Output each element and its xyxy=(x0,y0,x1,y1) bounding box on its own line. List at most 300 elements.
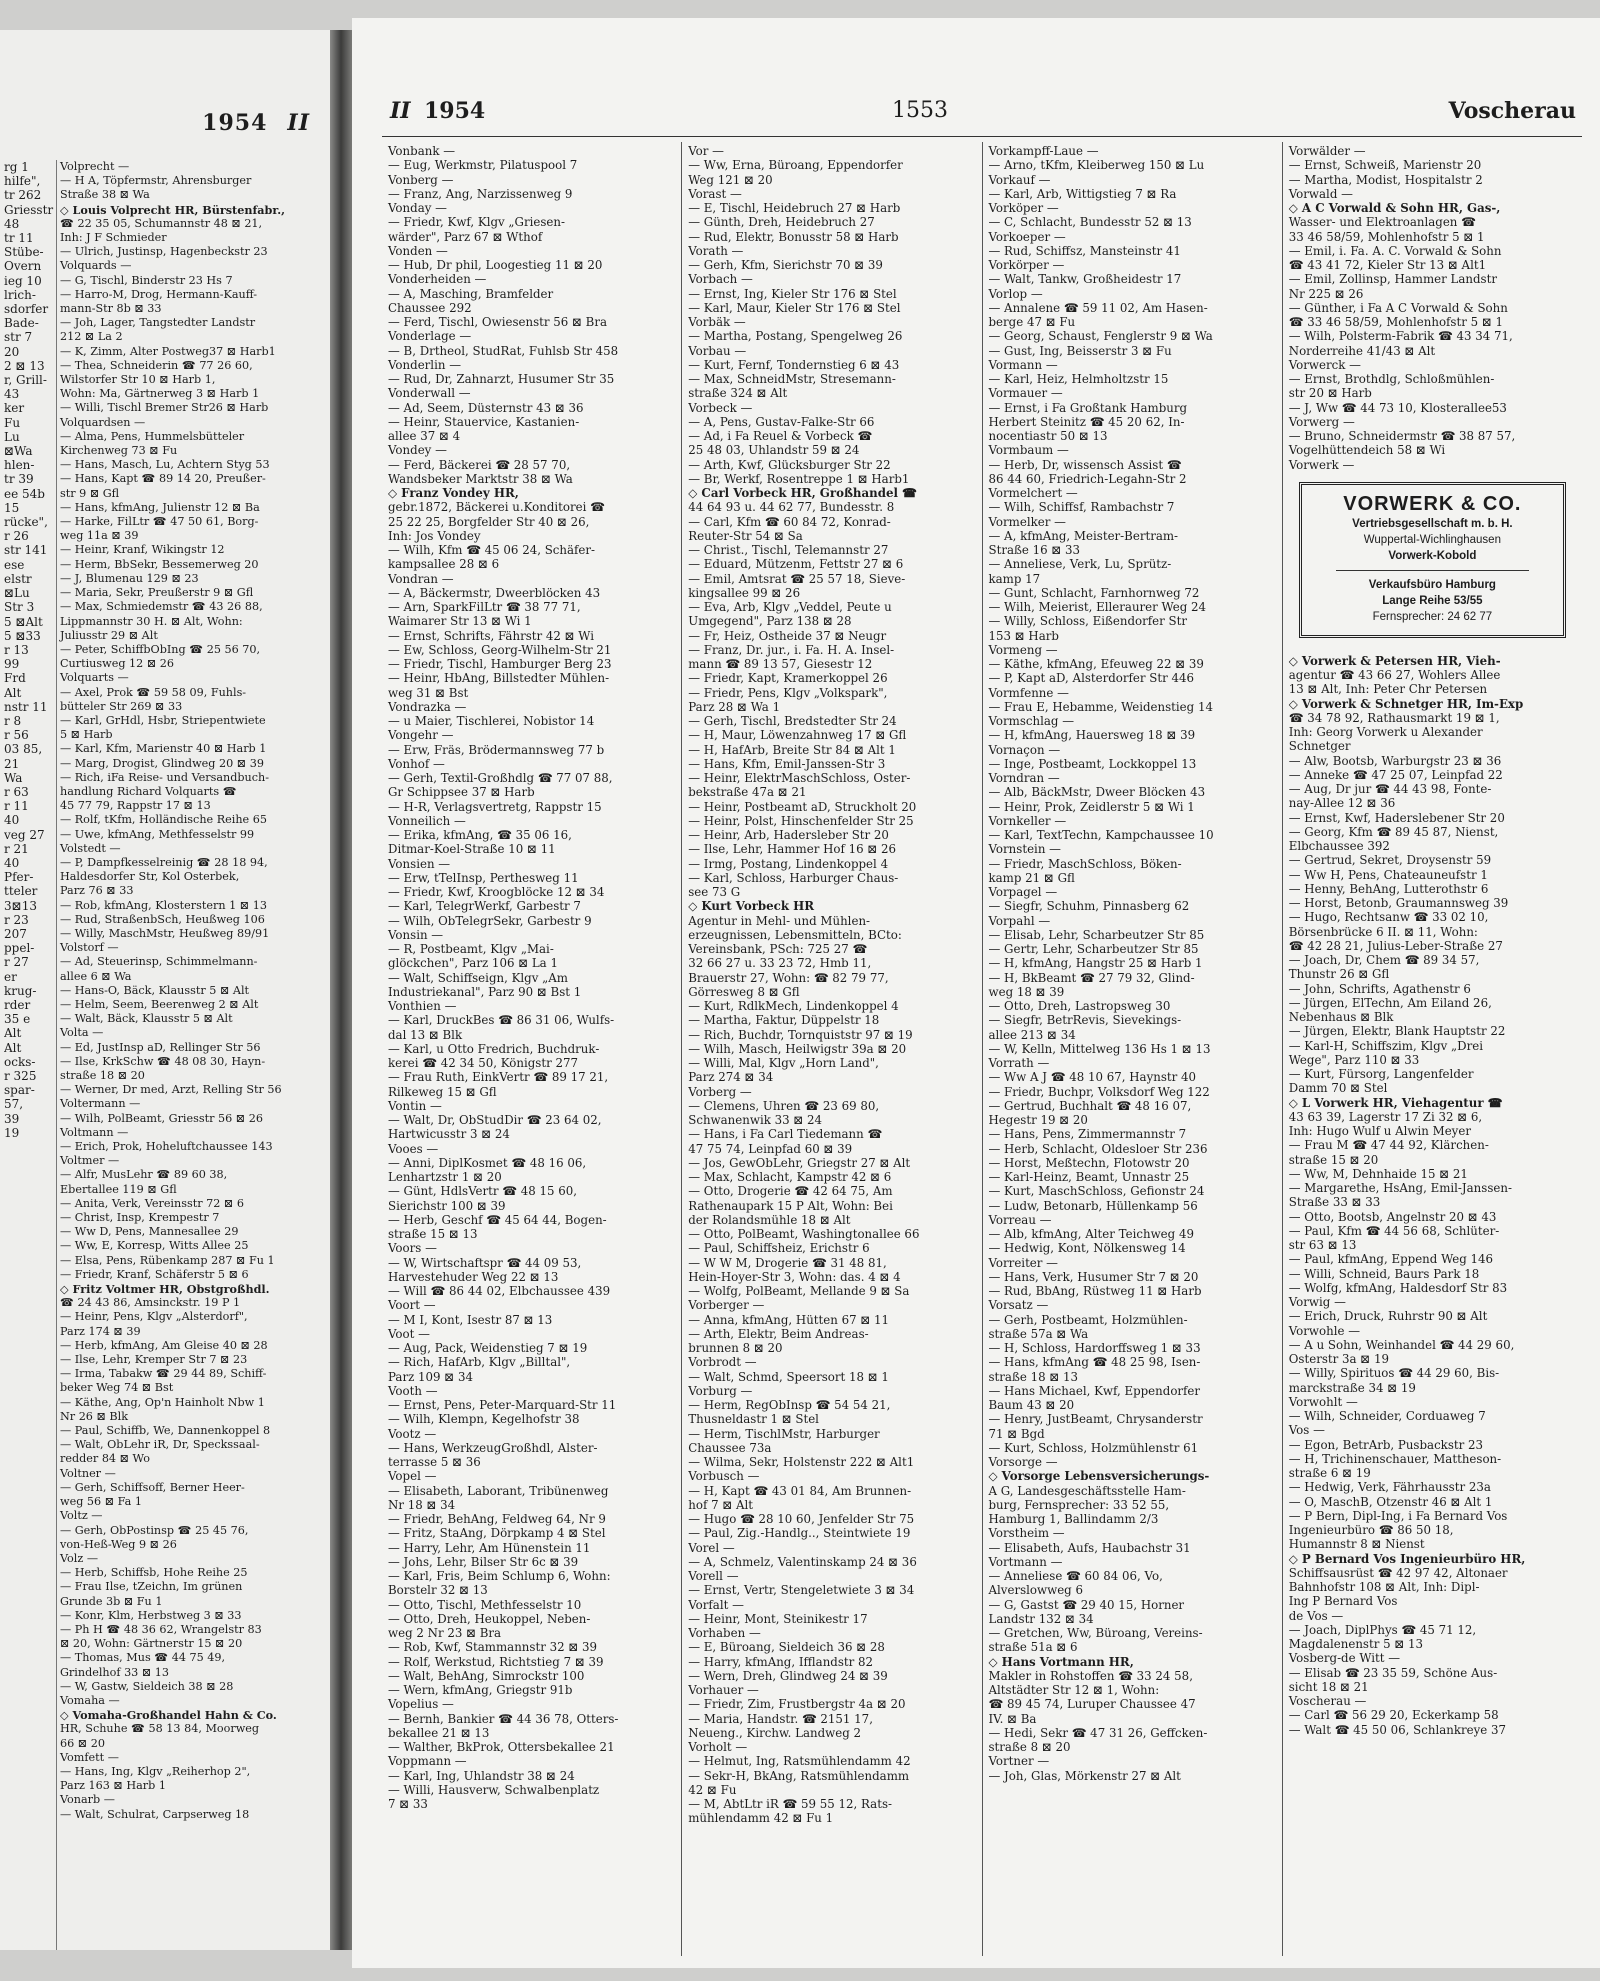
directory-entry: — Marg, Drogist, Glindweg 20 ⊠ 39 xyxy=(60,756,264,770)
surname-heading: Vontin — xyxy=(388,1098,442,1113)
directory-entry: — Heinr, Polst, Hinschenfelder Str 25 xyxy=(688,813,914,828)
directory-entry: — Walt, Schiffseign, Klgv „Am xyxy=(388,970,568,985)
directory-entry: — Rolf, Werkstud, Richtstieg 7 ⊠ 39 xyxy=(388,1654,604,1669)
directory-entry: erzeugnissen, Lebensmitteln, BCto: xyxy=(688,927,902,942)
cut-off-text: ⊠Lu xyxy=(4,586,30,601)
directory-entry: — Hans, Verk, Husumer Str 7 ⊠ 20 xyxy=(988,1269,1199,1284)
directory-entry: Inh: J F Schmieder xyxy=(60,231,167,245)
directory-entry: — Käthe, kfmAng, Efeuweg 22 ⊠ 39 xyxy=(988,657,1204,671)
directory-entry: — Fritz, StaAng, Dörpkamp 4 ⊠ Stel xyxy=(388,1526,606,1541)
directory-entry: 25 48 03, Uhlandstr 59 ⊠ 24 xyxy=(688,443,860,458)
directory-entry: — Otto, Bootsb, Angelnstr 20 ⊠ 43 xyxy=(1288,1209,1497,1224)
directory-entry: 153 ⊠ Harb xyxy=(988,628,1059,643)
cut-off-text: 99 xyxy=(4,657,20,672)
directory-entry: 13 ⊠ Alt, Inh: Peter Chr Petersen xyxy=(1288,682,1488,697)
cut-off-text: str 141 xyxy=(4,543,48,558)
directory-entry: — Karl, Maur, Kieler Str 176 ⊠ Stel xyxy=(688,300,901,315)
surname-heading: Vornkeller — xyxy=(988,813,1067,828)
directory-entry: allee 213 ⊠ 34 xyxy=(988,1027,1076,1042)
directory-entry: — Ew, Schloss, Georg-Wilhelm-Str 21 xyxy=(388,642,612,657)
directory-entry: — Gunt, Schlacht, Farnhornweg 72 xyxy=(988,585,1200,600)
directory-entry: ☎ 43 41 72, Kieler Str 13 ⊠ Alt1 xyxy=(1288,258,1487,272)
directory-column-3 xyxy=(983,142,1283,1956)
directory-entry: — Karl, u Otto Fredrich, Buchdruk- xyxy=(388,1041,600,1056)
directory-entry: — Hedwig, Kont, Nölkensweg 14 xyxy=(988,1241,1186,1256)
directory-entry: — Thomas, Mus ☎ 44 75 49, xyxy=(60,1651,226,1665)
directory-column-4 xyxy=(1283,142,1582,1956)
directory-entry: — Herb, Schiffsb, Hohe Reihe 25 xyxy=(60,1566,248,1580)
directory-entry: — B, Drtheol, StudRat, Fuhlsb Str 458 xyxy=(388,343,619,358)
directory-entry: — Rud, Schiffsz, Mansteinstr 41 xyxy=(988,243,1181,258)
directory-entry: — Ferd, Bäckerei ☎ 28 57 70, xyxy=(388,457,571,472)
directory-entry: Thunstr 26 ⊠ Gfl xyxy=(1288,967,1390,982)
directory-entry: Osterstr 3a ⊠ 19 xyxy=(1288,1352,1389,1366)
directory-entry: — John, Schrifts, Agathenstr 6 xyxy=(1288,981,1471,996)
surname-heading: Vonderheiden — xyxy=(388,272,487,287)
directory-entry: — Willy, Schloss, Eißendorfer Str xyxy=(988,614,1187,629)
directory-columns xyxy=(382,142,1582,1956)
directory-entry: — W, Gastw, Sieldeich 38 ⊠ 28 xyxy=(60,1679,234,1693)
directory-entry: — Karl, GrHdl, Hsbr, Striepentwiete xyxy=(60,713,266,727)
directory-entry: — Anni, DiplKosmet ☎ 48 16 06, xyxy=(388,1155,587,1170)
directory-entry: ⊠ 20, Wohn: Gärtnerstr 15 ⊠ 20 xyxy=(60,1637,243,1651)
cut-off-text: 40 xyxy=(4,855,20,870)
surname-heading: Vornaçon — xyxy=(988,742,1061,757)
surname-heading: Vorsatz — xyxy=(988,1298,1049,1313)
directory-entry: — Ernst, Schrifts, Fährstr 42 ⊠ Wi xyxy=(388,628,594,643)
directory-entry: — Ph H ☎ 48 36 62, Wrangelstr 83 xyxy=(60,1622,262,1636)
directory-entry: — Martha, Postang, Spengelweg 26 xyxy=(688,329,903,344)
directory-entry: 71 ⊠ Bgd xyxy=(988,1426,1045,1441)
directory-entry: Borstelr 32 ⊠ 13 xyxy=(388,1583,488,1598)
surname-heading: Vormbaum — xyxy=(988,443,1069,458)
directory-entry: — Joach, DiplPhys ☎ 45 71 12, xyxy=(1288,1622,1477,1637)
directory-entry: — Günth, Dreh, Heidebruch 27 xyxy=(688,215,875,230)
directory-entry: — Otto, Drogerie ☎ 42 64 75, Am xyxy=(688,1184,893,1199)
directory-entry: — Hans, Masch, Lu, Achtern Styg 53 xyxy=(60,458,270,472)
directory-entry: straße 8 ⊠ 20 xyxy=(988,1740,1071,1754)
directory-entry: 66 ⊠ 20 xyxy=(60,1736,105,1750)
directory-entry: — Paul, kfmAng, Eppend Weg 146 xyxy=(1288,1252,1494,1267)
directory-entry: — Peter, SchiffbObIng ☎ 25 56 70, xyxy=(60,642,261,656)
directory-entry: — Ww A J ☎ 48 10 67, Haynstr 40 xyxy=(988,1070,1197,1085)
directory-entry: — Ww, Erna, Büroang, Eppendorfer xyxy=(688,158,903,173)
directory-entry: — Rolf, tKfm, Holländische Reihe 65 xyxy=(60,813,267,827)
surname-heading: Vorbeck — xyxy=(688,400,753,415)
surname-heading: Vorbäk — xyxy=(688,315,746,329)
directory-entry: — Rob, kfmAng, Klosterstern 1 ⊠ 13 xyxy=(60,898,267,912)
directory-entry: Brauerstr 27, Wohn: ☎ 82 79 77, xyxy=(688,970,889,985)
cut-off-text: veg 27 xyxy=(4,827,45,842)
directory-entry: Hein-Hoyer-Str 3, Wohn: das. 4 ⊠ 4 xyxy=(688,1269,901,1284)
directory-entry: — H, kfmAng, Hauersweg 18 ⊠ 39 xyxy=(988,728,1196,743)
directory-entry: — Heinr, Kranf, Wikingstr 12 xyxy=(60,543,225,557)
directory-entry: — Wilh, Kfm ☎ 45 06 24, Schäfer- xyxy=(388,543,595,557)
directory-entry: 47 75 74, Leinpfad 60 ⊠ 39 xyxy=(688,1141,853,1156)
directory-entry: Sierichstr 100 ⊠ 39 xyxy=(388,1198,506,1213)
ad-location: Wuppertal-Wichlinghausen xyxy=(1363,533,1501,546)
directory-entry: Norderreihe 41/43 ⊠ Alt xyxy=(1288,343,1436,358)
directory-entry: — Friedr, BehAng, Feldweg 64, Nr 9 xyxy=(388,1512,606,1526)
directory-entry: agentur ☎ 43 66 27, Wohlers Allee xyxy=(1288,668,1501,682)
surname-heading: Vormelchert — xyxy=(988,486,1078,500)
directory-entry: — Walt, Tankw, Großheidestr 17 xyxy=(988,272,1182,287)
directory-entry: — E, Tischl, Heidebruch 27 ⊠ Harb xyxy=(688,201,901,215)
directory-entry: — Willi, Schneid, Baurs Park 18 xyxy=(1288,1266,1480,1281)
directory-entry: Alverslowweg 6 xyxy=(988,1583,1083,1598)
surname-heading: Vorwig — xyxy=(1288,1295,1346,1309)
book-gutter xyxy=(330,30,352,1950)
directory-entry: — Hugo, Rechtsanw ☎ 33 02 10, xyxy=(1288,910,1489,925)
directory-entry: — Thea, Schneiderin ☎ 77 26 60, xyxy=(60,358,253,372)
directory-entry: — Rud, StraßenbSch, Heußweg 106 xyxy=(60,912,265,926)
directory-entry: — Paul, Schiffsheiz, Erichstr 6 xyxy=(688,1241,870,1256)
directory-entry: 45 77 79, Rappstr 17 ⊠ 13 xyxy=(60,799,211,813)
directory-entry: — Kurt, MaschSchloss, Gefionstr 24 xyxy=(988,1184,1205,1199)
directory-entry: Chaussee 292 xyxy=(388,300,472,315)
directory-entry: — Joh, Glas, Mörkenstr 27 ⊠ Alt xyxy=(988,1768,1181,1783)
cut-off-text: 207 xyxy=(4,926,27,941)
directory-entry: — Herb, kfmAng, Am Gleise 40 ⊠ 28 xyxy=(60,1338,268,1352)
directory-entry: kamp 17 xyxy=(988,571,1041,586)
directory-entry: — Georg, Schaust, Fenglerstr 9 ⊠ Wa xyxy=(988,329,1213,344)
surname-heading: Vorell — xyxy=(688,1569,739,1583)
directory-entry: Grindelhof 33 ⊠ 13 xyxy=(60,1665,170,1679)
directory-entry: — Ernst, Schweiß, Marienstr 20 xyxy=(1288,158,1482,173)
directory-entry: — Alma, Pens, Hummelsbütteler xyxy=(60,429,245,443)
directory-entry: — Arn, SparkFilLtr ☎ 38 77 71, xyxy=(388,600,581,614)
surname-heading: Vorkörper — xyxy=(988,258,1065,272)
cut-off-text: sdorfer xyxy=(4,302,49,317)
cut-off-text: r 13 xyxy=(4,642,29,657)
cut-off-text: lrich- xyxy=(4,287,36,302)
cut-off-text: r 63 xyxy=(4,784,29,799)
directory-entry: 32 66 27 u. 33 23 72, Hmb 11, xyxy=(688,956,872,971)
directory-entry: Umgegend", Parz 138 ⊠ 28 xyxy=(688,614,852,629)
cut-off-text: 5 ⊠Alt xyxy=(4,614,43,629)
directory-entry: — Harry, Lehr, Am Hünenstein 11 xyxy=(388,1540,591,1555)
cut-off-text: Pfer- xyxy=(4,870,34,885)
directory-entry: bütteler Str 269 ⊠ 33 xyxy=(60,699,183,713)
directory-entry: — Hans, Pens, Zimmermannstr 7 xyxy=(988,1127,1187,1142)
surname-heading: Vorwerk — xyxy=(1288,457,1355,472)
directory-entry: Haldesdorfer Str, Kol Osterbek, xyxy=(60,870,240,884)
directory-entry: — R, Postbeamt, Klgv „Mai- xyxy=(388,942,554,956)
cut-off-text: 48 xyxy=(4,216,20,231)
surname-heading: Vonsin — xyxy=(388,927,444,942)
directory-entry: Hegestr 19 ⊠ 20 xyxy=(988,1113,1088,1127)
cut-off-text: spar- xyxy=(4,1083,35,1098)
surname-heading: Vonday — xyxy=(388,201,447,215)
cut-off-text: Stübe- xyxy=(4,245,44,260)
cut-off-text: rg 1 xyxy=(4,160,29,174)
directory-entry: — Siegfr, BetrRevis, Sievekings- xyxy=(988,1013,1182,1028)
surname-heading: Vorkauf — xyxy=(988,172,1051,187)
directory-entry: HR, Schuhe ☎ 58 13 84, Moorweg xyxy=(60,1722,260,1736)
directory-entry: — Heinr, HbAng, Billstedter Mühlen- xyxy=(388,671,610,686)
directory-entry: Ingenieurbüro ☎ 86 50 18, xyxy=(1288,1523,1454,1537)
surname-heading: Vorkoeper — xyxy=(988,229,1066,244)
surname-heading: Voltner — xyxy=(60,1466,116,1480)
directory-entry: — Wolfg, kfmAng, Haldesdorf Str 83 xyxy=(1288,1280,1508,1295)
directory-entry: — Ww, M, Dehnhaide 15 ⊠ 21 xyxy=(1288,1166,1468,1181)
directory-entry: — Elisab ☎ 23 35 59, Schöne Aus- xyxy=(1288,1665,1498,1680)
surname-heading: Vonderlage — xyxy=(388,329,472,344)
directory-entry: — Günt, HdlsVertr ☎ 48 15 60, xyxy=(388,1184,577,1199)
directory-entry: Ing P Bernard Vos xyxy=(1288,1594,1398,1609)
surname-heading: Vooes — xyxy=(388,1141,439,1156)
ad-sales-office: Verkaufsbüro Hamburg xyxy=(1368,578,1496,591)
directory-entry: — Emil, Zollinsp, Hammer Landstr xyxy=(1288,272,1497,287)
directory-entry: — Friedr, MaschSchloss, Böken- xyxy=(988,856,1182,871)
directory-entry: Harvestehuder Weg 22 ⊠ 13 xyxy=(388,1269,559,1284)
directory-entry: Wohn: Ma, Gärtnerweg 3 ⊠ Harb 1 xyxy=(60,387,260,401)
ad-product: Vorwerk-Kobold xyxy=(1388,549,1477,562)
directory-entry: Juliusstr 29 ⊠ Alt xyxy=(60,628,158,642)
directory-entry: — H, Schloss, Hardorffsweg 1 ⊠ 33 xyxy=(988,1341,1201,1355)
directory-entry: — Rud, Dr, Zahnarzt, Husumer Str 35 xyxy=(388,372,615,386)
directory-entry: — C, Schlacht, Bundesstr 52 ⊠ 13 xyxy=(988,215,1192,230)
cut-off-text: ese xyxy=(4,557,25,572)
ad-divider xyxy=(1336,570,1529,571)
surname-heading: Vormeng — xyxy=(988,642,1058,657)
directory-entry: — Karl, Fris, Beim Schlump 6, Wohn: xyxy=(388,1569,611,1583)
cut-off-text: 43 xyxy=(4,387,20,402)
directory-entry: — Wilh, Polsterm-Fabrik ☎ 43 34 71, xyxy=(1288,329,1513,344)
directory-entry: Inh: Georg Vorwerk u Alexander xyxy=(1288,725,1483,739)
directory-entry: — M, AbtLtr iR ☎ 59 55 12, Rats- xyxy=(688,1797,892,1811)
directory-entry: ◇ Hans Vortmann HR, xyxy=(988,1654,1134,1669)
surname-heading: Vonhof — xyxy=(388,756,445,771)
directory-entry: ◇ Vorwerk & Schnetger HR, Im-Exp xyxy=(1288,696,1524,711)
header-rule xyxy=(382,136,1582,137)
cut-off-text: er xyxy=(4,969,17,984)
directory-entry: — Käthe, Ang, Op'n Hainholt Nbw 1 xyxy=(60,1395,265,1409)
directory-entry: — Ernst, Ing, Kieler Str 176 ⊠ Stel xyxy=(688,286,897,301)
directory-entry: — Wilh, Schneider, Corduaweg 7 xyxy=(1288,1409,1486,1423)
directory-entry: — Otto, Dreh, Lastropsweg 30 xyxy=(988,999,1171,1013)
directory-entry: — Frau E, Hebamme, Weidenstieg 14 xyxy=(988,699,1213,714)
directory-entry: 43 63 39, Lagerstr 17 Zi 32 ⊠ 6, xyxy=(1288,1109,1483,1124)
directory-entry: — G, Tischl, Binderstr 23 Hs 7 xyxy=(60,273,233,287)
right-page-volume: II xyxy=(390,98,411,124)
directory-entry: — Ad, Steuerinsp, Schimmelmann- xyxy=(60,955,258,969)
directory-entry: — Karl, DruckBes ☎ 86 31 06, Wulfs- xyxy=(388,1013,615,1028)
directory-entry: — Wolfg, PolBeamt, Mellande 9 ⊠ Sa xyxy=(688,1284,910,1298)
directory-entry: ◇ P Bernard Vos Ingenieurbüro HR, xyxy=(1288,1551,1526,1566)
cut-off-text: 15 xyxy=(4,500,20,515)
directory-entry: allee 6 ⊠ Wa xyxy=(60,969,132,983)
directory-entry: Schnetger xyxy=(1288,739,1351,754)
directory-entry: weg 18 ⊠ 39 xyxy=(988,984,1065,999)
directory-entry: A G, Landesgeschäftsstelle Ham- xyxy=(988,1483,1186,1498)
directory-entry: ☎ 22 35 05, Schumannstr 48 ⊠ 21, xyxy=(60,216,263,230)
directory-entry: Makler in Rohstoffen ☎ 33 24 58, xyxy=(988,1668,1193,1683)
directory-entry: — J, Blumenau 129 ⊠ 23 xyxy=(60,571,199,585)
directory-entry: weg 56 ⊠ Fa 1 xyxy=(60,1495,142,1509)
cut-off-text: 40 xyxy=(4,813,20,828)
directory-entry: Wilstorfer Str 10 ⊠ Harb 1, xyxy=(60,373,216,387)
surname-heading: Vootz — xyxy=(388,1426,437,1441)
directory-entry: — Franz, Ang, Narzissenweg 9 xyxy=(388,186,573,201)
directory-entry: — Elisab, Lehr, Scharbeutzer Str 85 xyxy=(988,927,1205,942)
cut-off-text: 2 ⊠ 13 xyxy=(4,358,45,373)
directory-entry: — Helmut, Ing, Ratsmühlendamm 42 xyxy=(688,1754,911,1769)
directory-entry: — Inge, Postbeamt, Lockkoppel 13 xyxy=(988,756,1197,771)
directory-entry: — Maria, Handstr. ☎ 2151 17, xyxy=(688,1711,873,1726)
directory-entry: Vereinsbank, PSch: 725 27 ☎ xyxy=(688,942,868,956)
directory-entry: — Anna, kfmAng, Hütten 67 ⊠ 11 xyxy=(688,1312,890,1327)
directory-entry: Gr Schippsee 37 ⊠ Harb xyxy=(388,785,535,800)
directory-entry: — Emil, i. Fa. A. C. Vorwald & Sohn xyxy=(1288,243,1502,258)
cut-off-text: r 23 xyxy=(4,912,29,927)
surname-heading: Volz — xyxy=(60,1551,99,1565)
directory-entry: — Ernst, Vertr, Stengeletwiete 3 ⊠ 34 xyxy=(688,1583,915,1598)
directory-entry: — Friedr, Kwf, Kroogblöcke 12 ⊠ 34 xyxy=(388,885,605,899)
directory-entry: Hartwicusstr 3 ⊠ 24 xyxy=(388,1127,510,1142)
directory-entry: — Erich, Druck, Ruhrstr 90 ⊠ Alt xyxy=(1288,1309,1488,1324)
directory-entry: — Carl ☎ 56 29 20, Eckerkamp 58 xyxy=(1288,1708,1499,1723)
directory-entry: — Gust, Ing, Beisserstr 3 ⊠ Fu xyxy=(988,343,1172,358)
cut-off-text: r, Grill- xyxy=(4,373,47,388)
directory-entry: ☎ 42 28 21, Julius-Leber-Straße 27 xyxy=(1288,938,1503,953)
directory-entry: — Walt, Schulrat, Carpserweg 18 xyxy=(60,1807,250,1821)
surname-heading: Vorwald — xyxy=(1288,186,1353,201)
directory-entry: redder 84 ⊠ Wo xyxy=(60,1452,151,1466)
directory-entry: — Wilh, PolBeamt, Griesstr 56 ⊠ 26 xyxy=(60,1111,263,1125)
directory-entry: — Willi, Tischl Bremer Str26 ⊠ Harb xyxy=(60,401,269,415)
directory-entry: ☎ 33 46 58/59, Mohlenhofstr 5 ⊠ 1 xyxy=(1288,315,1503,329)
surname-heading: Vondrazka — xyxy=(388,699,467,714)
directory-entry: — H, Maur, Löwenzahnweg 17 ⊠ Gfl xyxy=(688,728,907,743)
surname-heading: Vorel — xyxy=(688,1540,735,1555)
directory-entry: Wandsbeker Marktstr 38 ⊠ Wa xyxy=(388,471,573,486)
directory-entry: ◇ L Vorwerk HR, Viehagentur ☎ xyxy=(1288,1095,1503,1110)
surname-heading: Vonberg — xyxy=(388,172,454,187)
surname-heading: Voscherau — xyxy=(1288,1694,1367,1708)
directory-entry: — Wilh, Schiffsf, Rambachstr 7 xyxy=(988,500,1175,515)
directory-entry: — Gertrud, Sekret, Droysenstr 59 xyxy=(1288,853,1492,868)
cut-off-text: ieg 10 xyxy=(4,273,42,288)
directory-entry: — Herm, TischlMstr, Harburger xyxy=(688,1426,880,1441)
directory-entry: — P, Kapt aD, Alsterdorfer Str 446 xyxy=(988,671,1195,686)
surname-heading: Vorbau — xyxy=(688,343,747,358)
surname-heading: Voors — xyxy=(388,1241,437,1256)
directory-entry: — Rob, Kwf, Stammannstr 32 ⊠ 39 xyxy=(388,1640,597,1655)
directory-entry: — Alb, kfmAng, Alter Teichweg 49 xyxy=(988,1227,1194,1241)
directory-entry: — Karl, Ing, Uhlandstr 38 ⊠ 24 xyxy=(388,1768,575,1783)
directory-entry: — Friedr, Buchpr, Volksdorf Weg 122 xyxy=(988,1084,1210,1099)
cut-off-text: Griesstr xyxy=(4,202,54,217)
directory-entry: Industriekanal", Parz 90 ⊠ Bst 1 xyxy=(388,984,582,999)
directory-entry: gebr.1872, Bäckerei u.Konditorei ☎ xyxy=(388,500,605,515)
directory-entry: — Johs, Lehr, Bilser Str 6c ⊠ 39 xyxy=(388,1554,579,1569)
directory-entry: — Hans, WerkzeugGroßhdl, Alster- xyxy=(388,1440,598,1455)
directory-entry: — Margarethe, HsAng, Emil-Janssen- xyxy=(1288,1181,1512,1195)
cut-off-text: 3⊠13 xyxy=(4,898,37,913)
directory-entry: 7 ⊠ 33 xyxy=(388,1797,428,1811)
directory-entry: 33 46 58/59, Mohlenhofstr 5 ⊠ 1 xyxy=(1288,229,1485,244)
cut-off-text: ee 54b xyxy=(4,486,45,501)
directory-entry: IV. ⊠ Ba xyxy=(988,1711,1037,1726)
directory-entry: — Rich, iFa Reise- und Versandbuch- xyxy=(60,770,269,784)
directory-entry: straße 6 ⊠ 19 xyxy=(1288,1466,1371,1480)
directory-entry: marckstraße 34 ⊠ 19 xyxy=(1288,1380,1416,1395)
directory-entry: Ebertallee 119 ⊠ Gfl xyxy=(60,1182,177,1196)
directory-entry: — Gerh, Kfm, Sierichstr 70 ⊠ 39 xyxy=(688,258,883,272)
directory-entry: — Kurt, Schloss, Holzmühlenstr 61 xyxy=(988,1440,1199,1455)
surname-heading: Vorbusch — xyxy=(688,1469,760,1484)
directory-entry: weg 31 ⊠ Bst xyxy=(388,685,469,700)
directory-entry: — Gerh, ObPostinsp ☎ 25 45 76, xyxy=(60,1523,249,1537)
directory-entry: — Ww H, Pens, Chateauneufstr 1 xyxy=(1288,867,1488,882)
directory-entry: — P Bern, Dipl-Ing, i Fa Bernard Vos xyxy=(1288,1508,1508,1523)
directory-entry: nocentiastr 50 ⊠ 13 xyxy=(988,429,1108,443)
directory-entry: 5 ⊠ Harb xyxy=(60,728,113,742)
directory-entry: Humannstr 8 ⊠ Nienst xyxy=(1288,1537,1425,1552)
directory-entry: Lenhartzstr 1 ⊠ 20 xyxy=(388,1170,502,1184)
surname-heading: de Vos — xyxy=(1288,1608,1344,1623)
directory-entry: straße 57a ⊠ Wa xyxy=(988,1326,1089,1341)
directory-entry: — Hedwig, Verk, Fährhausstr 23a xyxy=(1288,1480,1491,1495)
directory-entry: — Axel, Prok ☎ 59 58 09, Fuhls- xyxy=(60,685,247,699)
directory-entry: — G, Gastst ☎ 29 40 15, Horner xyxy=(988,1597,1185,1612)
surname-heading: Vorwohle — xyxy=(1288,1323,1361,1338)
directory-entry: — Kurt, Fürsorg, Langenfelder xyxy=(1288,1067,1474,1081)
directory-entry: Parz 174 ⊠ 39 xyxy=(60,1324,141,1338)
directory-entry: — Rud, BbAng, Rüstweg 11 ⊠ Harb xyxy=(988,1284,1202,1298)
directory-entry: Damm 70 ⊠ Stel xyxy=(1288,1081,1388,1096)
directory-entry: — Aug, Pack, Weidenstieg 7 ⊠ 19 xyxy=(388,1341,588,1355)
surname-heading: Vorath — xyxy=(688,243,744,258)
directory-entry: Straße 16 ⊠ 33 xyxy=(988,543,1081,557)
directory-entry: — Will ☎ 86 44 02, Elbchaussee 439 xyxy=(388,1284,611,1298)
directory-entry: — Max, Schmiedemstr ☎ 43 26 88, xyxy=(60,600,263,614)
directory-entry: Nr 18 ⊠ 34 xyxy=(388,1497,456,1512)
directory-entry: — Harry, kfmAng, Ifflandstr 82 xyxy=(688,1654,874,1669)
directory-entry: — Frau M ☎ 47 44 92, Klärchen- xyxy=(1288,1138,1489,1153)
surname-heading: Vonderwall — xyxy=(388,386,471,401)
directory-entry: — K, Zimm, Alter Postweg37 ⊠ Harb1 xyxy=(60,344,276,358)
directory-entry: — Maria, Sekr, Preußerstr 9 ⊠ Gfl xyxy=(60,586,254,600)
cut-off-text: elstr xyxy=(4,571,32,586)
directory-entry: — Irmg, Postang, Lindenkoppel 4 xyxy=(688,856,889,871)
directory-entry: Grunde 3b ⊠ Fu 1 xyxy=(60,1594,163,1608)
column-4-upper-entries xyxy=(1289,144,1576,472)
directory-entry: — Herb, Geschf ☎ 45 64 44, Bogen- xyxy=(388,1212,607,1227)
directory-entry: — W, Kelln, Mittelweg 136 Hs 1 ⊠ 13 xyxy=(988,1041,1211,1056)
surname-heading: Vosberg-de Witt — xyxy=(1288,1651,1401,1666)
directory-entry: str 20 ⊠ Harb xyxy=(1288,386,1372,401)
directory-entry: — H A, Töpfermstr, Ahrensburger xyxy=(60,174,252,188)
directory-entry: — Bernh, Bankier ☎ 44 36 78, Otters- xyxy=(388,1711,619,1726)
directory-entry: — Ernst, i Fa Großtank Hamburg xyxy=(988,400,1188,415)
cut-off-text: tr 11 xyxy=(4,231,34,246)
directory-entry: Nr 26 ⊠ Blk xyxy=(60,1409,128,1423)
directory-entry: — Friedr, Tischl, Hamburger Berg 23 xyxy=(388,657,612,671)
directory-entry: kamp 21 ⊠ Gfl xyxy=(988,870,1075,885)
directory-entry: — Gertrud, Buchhalt ☎ 48 16 07, xyxy=(988,1098,1192,1113)
directory-entry: — Kurt, RdlkMech, Lindenkoppel 4 xyxy=(688,999,899,1013)
surname-heading: Vomfett — xyxy=(60,1750,119,1764)
directory-entry: Nr 225 ⊠ 26 xyxy=(1288,286,1364,301)
directory-entry: — Anneke ☎ 47 25 07, Leinpfad 22 xyxy=(1288,767,1503,782)
directory-entry: — Willy, Spirituos ☎ 44 29 60, Bis- xyxy=(1288,1366,1500,1381)
directory-entry: Straße 38 ⊠ Wa xyxy=(60,188,150,202)
surname-heading: Volquarts — xyxy=(60,671,129,685)
cut-off-text: Alt xyxy=(4,1040,22,1055)
directory-entry: dal 13 ⊠ Blk xyxy=(388,1027,463,1042)
